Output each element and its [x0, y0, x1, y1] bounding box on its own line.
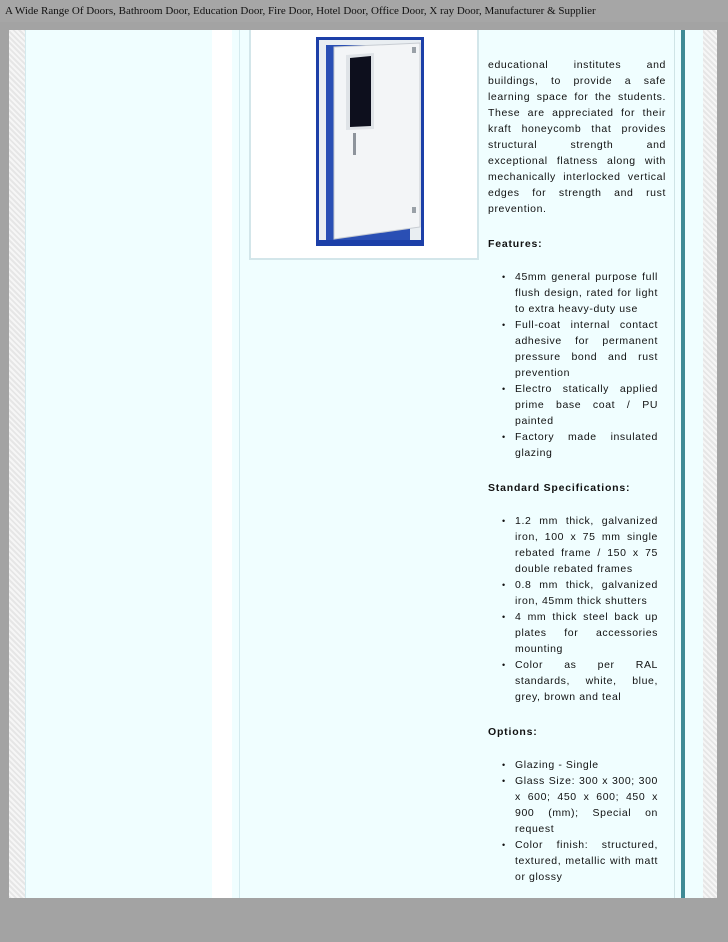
list-item: • 1.2 mm thick, galvanized iron, 100 x 75 mm single rebated frame / 150 x 75 double rebated frames	[488, 513, 666, 577]
window-title: A Wide Range Of Doors, Bathroom Door, Education Door, Fire Door, Hotel Door, Office Door, X ray Door, Manufacturer & Supplier	[0, 0, 728, 22]
product-image	[249, 30, 479, 260]
list-item: • Factory made insulated glazing	[488, 429, 666, 461]
list-item: • 0.8 mm thick, galvanized iron, 45mm thick shutters	[488, 577, 666, 609]
door-icon	[316, 37, 424, 246]
options-list	[488, 757, 666, 885]
list-item: • Electro statically applied prime base coat / PU painted	[488, 381, 666, 429]
list-item: • Color as per RAL standards, white, blue, grey, brown and teal	[488, 657, 666, 705]
product-description	[488, 57, 666, 885]
left-border-pattern	[9, 30, 25, 898]
list-item: • 45mm general purpose full flush design, rated for light to extra heavy-duty use	[488, 269, 666, 317]
list-item: • Glazing - Single	[488, 757, 666, 773]
specs-heading: Standard Specifications:	[488, 482, 631, 494]
page-content	[9, 30, 717, 898]
options-heading: Options:	[488, 726, 538, 738]
features-list	[488, 269, 666, 461]
column-band	[212, 30, 232, 898]
features-heading: Features:	[488, 238, 543, 250]
list-item: • 4 mm thick steel back up plates for accessories mounting	[488, 609, 666, 657]
content-border	[674, 30, 675, 898]
intro-paragraph: educational institutes and buildings, to provide a safe learning space for the students. These are appreciated for their kraft honeycomb that provides structural strength and exceptional flatness along with mechanically interlocked vertical edges for strength and rust prevention.	[488, 59, 666, 215]
specs-list	[488, 513, 666, 705]
column-divider	[239, 30, 240, 898]
right-border-pattern	[703, 30, 717, 898]
list-item: • Color finish: structured, textured, metallic with matt or glossy	[488, 837, 666, 885]
column-divider	[25, 30, 26, 898]
list-item: • Glass Size: 300 x 300; 300 x 600; 450 x 600; 450 x 900 (mm); Special on request	[488, 773, 666, 837]
list-item: • Full-coat internal contact adhesive for permanent pressure bond and rust prevention	[488, 317, 666, 381]
accent-rule	[681, 30, 685, 898]
